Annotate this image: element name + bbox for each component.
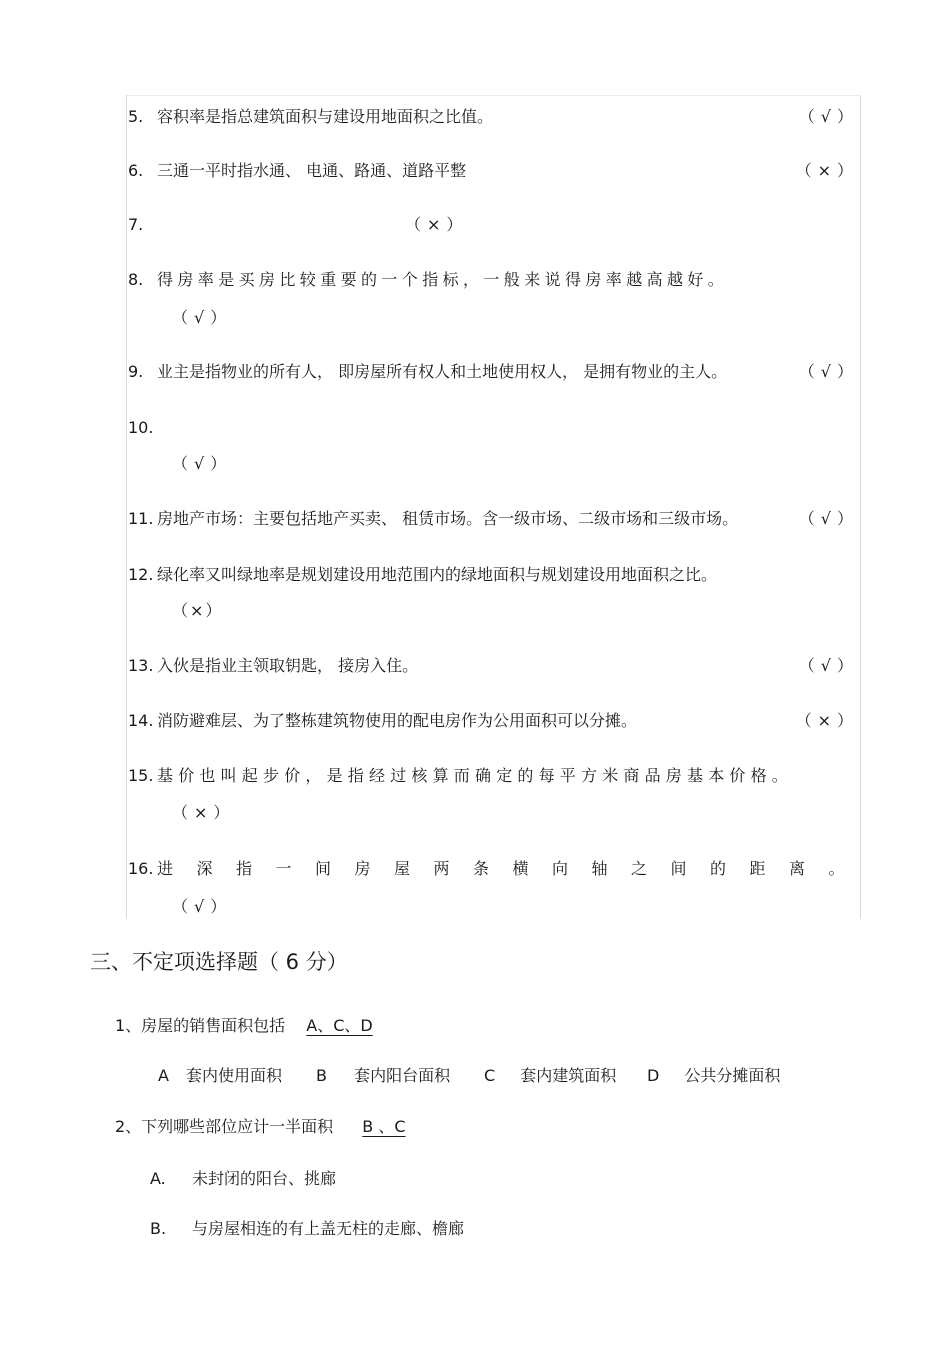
item-mark: （×） bbox=[405, 215, 469, 234]
q2-option-b bbox=[150, 1219, 465, 1239]
option-text: 与房屋相连的有上盖无柱的走廊、檐廊 bbox=[192, 1219, 465, 1238]
item-mark: （×） bbox=[795, 711, 859, 730]
option-letter: B bbox=[316, 1066, 327, 1085]
item-number: 11. bbox=[128, 509, 154, 528]
answer-frame bbox=[126, 95, 861, 919]
option-text: 套内建筑面积 bbox=[520, 1066, 617, 1085]
item-text: 入伙是指业主领取钥匙， 接房入住。 bbox=[157, 656, 419, 675]
item-mark: （√） bbox=[798, 362, 859, 381]
item-mark: （√） bbox=[798, 509, 859, 528]
section-heading: 三、不定项选择题（ 6 分） bbox=[90, 950, 348, 974]
item-mark: （×） bbox=[172, 601, 224, 620]
option-letter: B. bbox=[150, 1219, 167, 1238]
item-text: 基价也叫起步价，是指经过核算而确定的每平方米商品房基本价格。 bbox=[157, 766, 794, 785]
item-number: 6. bbox=[128, 161, 144, 180]
item-mark: （√） bbox=[798, 107, 859, 126]
item-number: 9. bbox=[128, 362, 144, 381]
q1-option-b bbox=[316, 1066, 450, 1086]
item-mark: （√） bbox=[172, 308, 233, 327]
item-text: 消防避难层、为了整栋建筑物使用的配电房作为公用面积可以分摊。 bbox=[157, 711, 638, 730]
q1-option-d bbox=[647, 1066, 780, 1086]
item-mark: （√） bbox=[798, 656, 859, 675]
item-text: 进深指一间房屋两条横向轴之间的距离。 bbox=[157, 859, 869, 878]
option-letter: A. bbox=[150, 1169, 166, 1188]
item-mark: （√） bbox=[172, 897, 233, 916]
item-mark: （√） bbox=[172, 454, 233, 473]
question-2 bbox=[115, 1117, 414, 1137]
item-number: 7. bbox=[128, 215, 144, 234]
item-number: 15. bbox=[128, 766, 154, 785]
q1-option-a bbox=[158, 1066, 282, 1086]
option-letter: C bbox=[484, 1066, 496, 1085]
item-number: 14. bbox=[128, 711, 154, 730]
option-text: 公共分摊面积 bbox=[684, 1066, 781, 1085]
question-answer: A、C、D bbox=[306, 1016, 373, 1035]
item-number: 5. bbox=[128, 107, 144, 126]
option-text: 套内阳台面积 bbox=[354, 1066, 451, 1085]
q1-option-c bbox=[484, 1066, 616, 1086]
item-number: 12. bbox=[128, 565, 154, 584]
question-label: 2、下列哪些部位应计一半面积 bbox=[115, 1117, 334, 1136]
q2-option-a bbox=[150, 1169, 337, 1189]
item-text: 绿化率又叫绿地率是规划建设用地范围内的绿地面积与规划建设用地面积之比。 bbox=[157, 565, 718, 584]
item-number: 16. bbox=[128, 859, 154, 878]
option-text: 套内使用面积 bbox=[186, 1066, 283, 1085]
item-number: 10. bbox=[128, 418, 154, 437]
item-text: 三通一平时指水通、 电通、路通、道路平整 bbox=[157, 161, 467, 180]
item-text: 业主是指物业的所有人， 即房屋所有权人和土地使用权人， 是拥有物业的主人。 bbox=[157, 362, 728, 381]
question-answer: B 、C bbox=[362, 1117, 406, 1136]
option-text: 未封闭的阳台、挑廊 bbox=[192, 1169, 337, 1188]
item-text: 容积率是指总建筑面积与建设用地面积之比值。 bbox=[157, 107, 494, 126]
option-letter: A bbox=[158, 1066, 169, 1085]
item-number: 8. bbox=[128, 270, 144, 289]
item-text: 房地产市场：主要包括地产买卖、 租赁市场。含一级市场、二级市场和三级市场。 bbox=[157, 509, 739, 528]
item-text: 得房率是买房比较重要的一个指标，一般来说得房率越高越好。 bbox=[157, 270, 729, 289]
question-label: 1、房屋的销售面积包括 bbox=[115, 1016, 286, 1035]
item-mark: （×） bbox=[795, 161, 859, 180]
question-1 bbox=[115, 1016, 379, 1036]
item-number: 13. bbox=[128, 656, 154, 675]
option-letter: D bbox=[647, 1066, 660, 1085]
item-mark: （×） bbox=[172, 803, 236, 822]
